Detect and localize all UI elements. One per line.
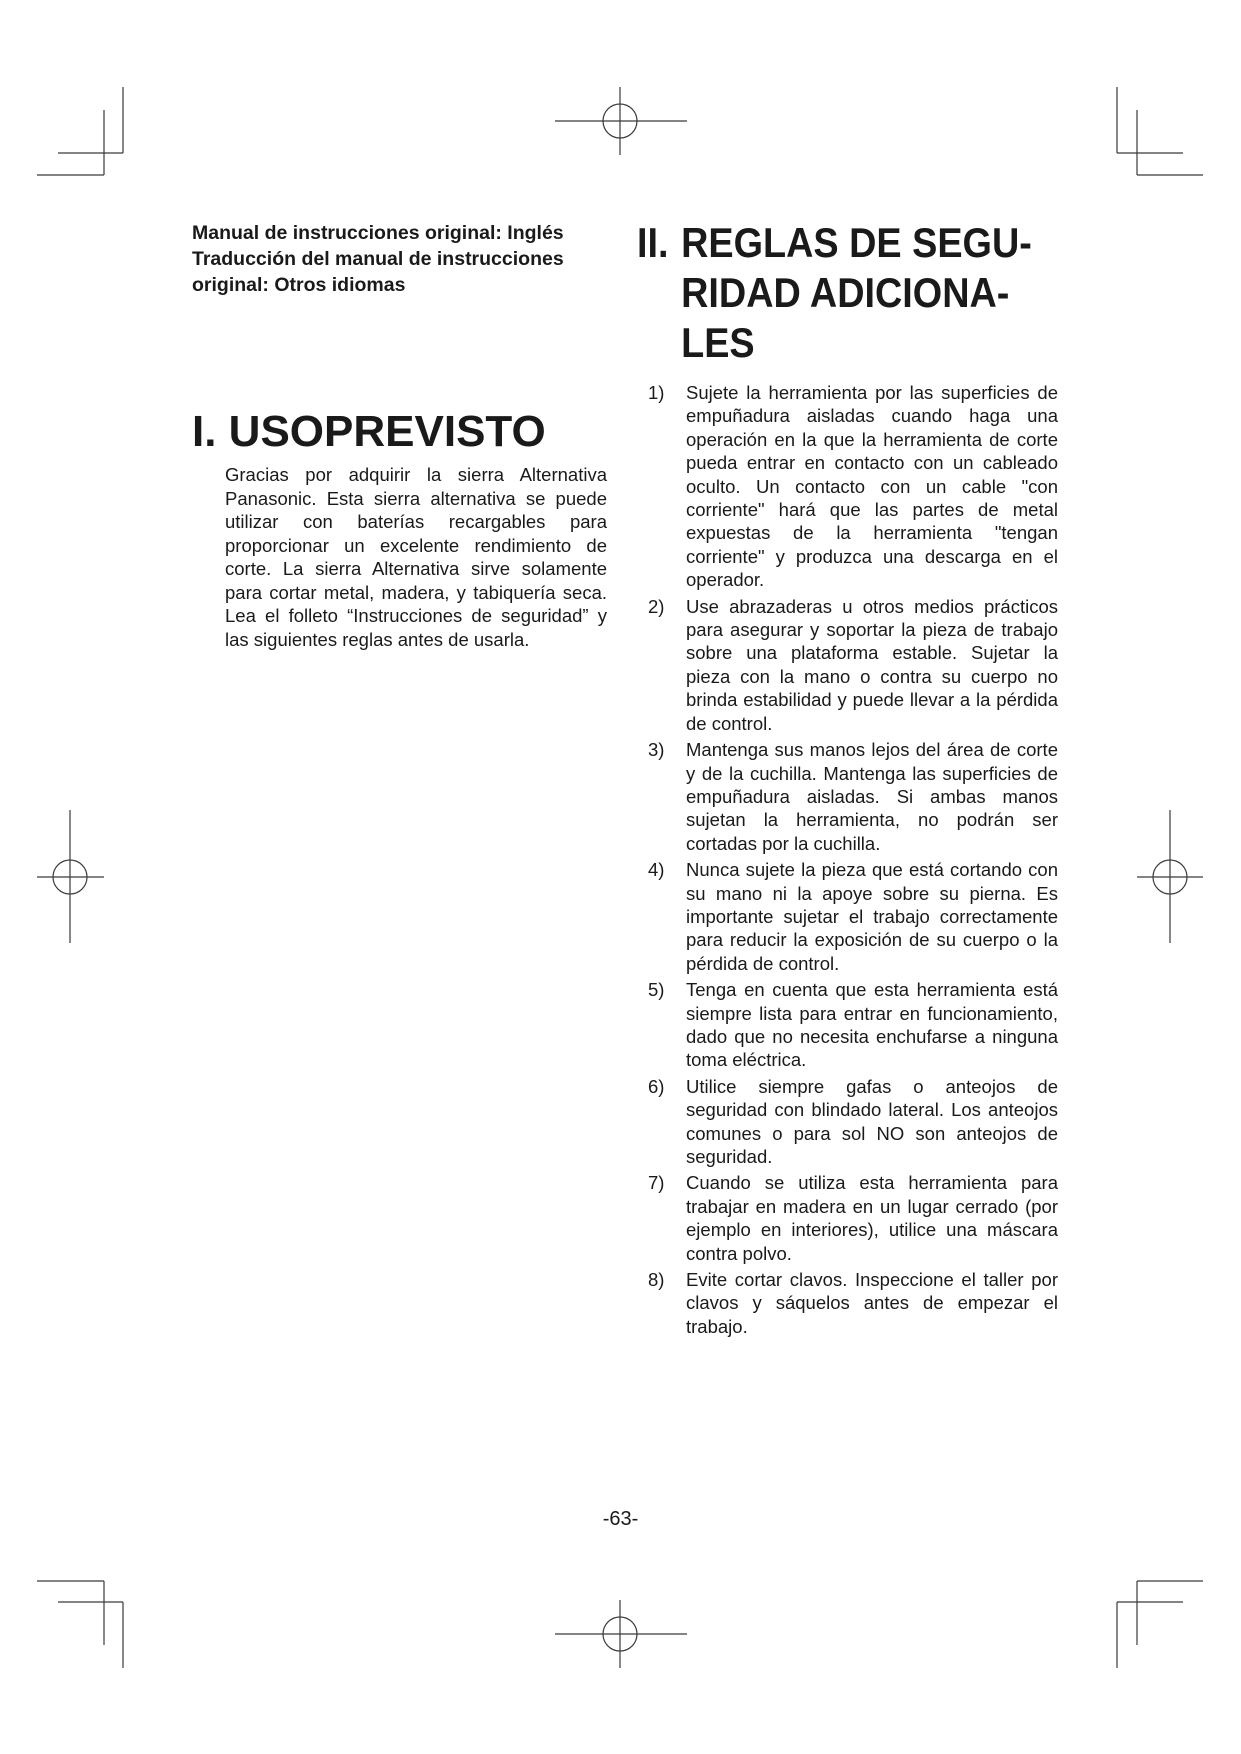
registration-target-right [1137,810,1203,943]
list-item [648,595,1058,735]
section-2-title-line: RIDAD ADICIONA- [681,269,1010,316]
registration-target-left [37,810,104,943]
rule-text: Evite cortar clavos. Inspeccione el taller por clavos y sáquelos antes de empezar el trabajo. [686,1269,1058,1337]
subtitle-line: Traducción del manual de instrucciones [192,248,564,270]
list-item [648,738,1058,855]
section-1-body: Gracias por adquirir la sierra Alternativa Panasonic. Esta sierra alternativa se puede utilizar con baterías recargables para proporcionar un excelente rendimiento de corte. La sierra Alternativa sirve solamente para cortar metal, madera, y tabiquería seca. Lea el folleto “Instrucciones de seguridad” y las siguientes reglas antes de usarla. [225,464,607,650]
section-2-number: II. [637,219,669,266]
registration-target-top [555,87,687,155]
registration-target-bottom [555,1600,687,1668]
list-item [648,1171,1058,1265]
crop-mark-top-left [37,87,123,175]
crop-mark-bottom-right [1117,1581,1203,1668]
rule-text: Mantenga sus manos lejos del área de corte y de la cuchilla. Mantenga las superficies de empuñadura aisladas. Si ambas manos sujetan la herramienta, no podrán ser cortadas por la cuchilla. [686,739,1058,854]
page-number: -63- [602,1508,639,1530]
rule-number: 2) [648,595,665,617]
section-2-title [637,218,1032,368]
rule-number: 4) [648,859,665,881]
rule-number: 8) [648,1269,665,1291]
subtitle-line: Manual de instrucciones original: Inglés [192,222,564,244]
section-2-title-line: REGLAS DE SEGU- [681,219,1032,266]
rule-text: Cuando se utiliza esta herramienta para trabajar en madera en un lugar cerrado (por ejemplo en interiores), utilice una máscara contra polvo. [686,1172,1058,1264]
section-1-title: I. USOPREVISTO [192,407,546,456]
manual-subtitle [192,220,612,298]
rule-text: Tenga en cuenta que esta herramienta está siempre lista para entrar en funcionamiento, dado que no necesita enchufarse a ninguna toma eléctrica. [686,979,1058,1071]
rule-text: Nunca sujete la pieza que está cortando con su mano ni la apoye sobre su pierna. Es importante sujetar el trabajo correctamente para reducir la exposición de su cuerpo o la pérdida de control. [686,859,1058,974]
list-item [648,381,1058,592]
rule-number: 5) [648,979,665,1001]
list-item [648,1075,1058,1169]
crop-mark-top-right [1117,87,1203,175]
section-2-title-line: LES [681,319,755,366]
rule-number: 3) [648,739,665,761]
list-item [648,1268,1058,1338]
rule-number: 1) [648,382,665,403]
rule-text: Use abrazaderas u otros medios prácticos para asegurar y soportar la pieza de trabajo sobre una plataforma estable. Sujetar la pieza con la mano o contra su cuerpo no brinda estabilidad y puede llevar a la pérdida de control. [686,595,1058,734]
rule-text: Sujete la herramienta por las superficies de empuñadura aisladas cuando haga una operación en la que la herramienta de corte pueda entrar en contacto con un cableado oculto. Un contacto con un cable "con corriente" hará que las partes de metal expuestas de la herramienta "tengan corriente" y produzca una descarga en el operador. [686,382,1058,591]
safety-rules-list [648,381,1058,1341]
crop-mark-bottom-left [37,1581,123,1668]
list-item [648,978,1058,1072]
rule-number: 7) [648,1172,665,1194]
subtitle-line: original: Otros idiomas [192,274,406,296]
rule-number: 6) [648,1075,665,1097]
rule-text: Utilice siempre gafas o anteojos de seguridad con blindado lateral. Los anteojos comunes o para sol NO son anteojos de seguridad. [686,1075,1058,1167]
list-item [648,858,1058,975]
